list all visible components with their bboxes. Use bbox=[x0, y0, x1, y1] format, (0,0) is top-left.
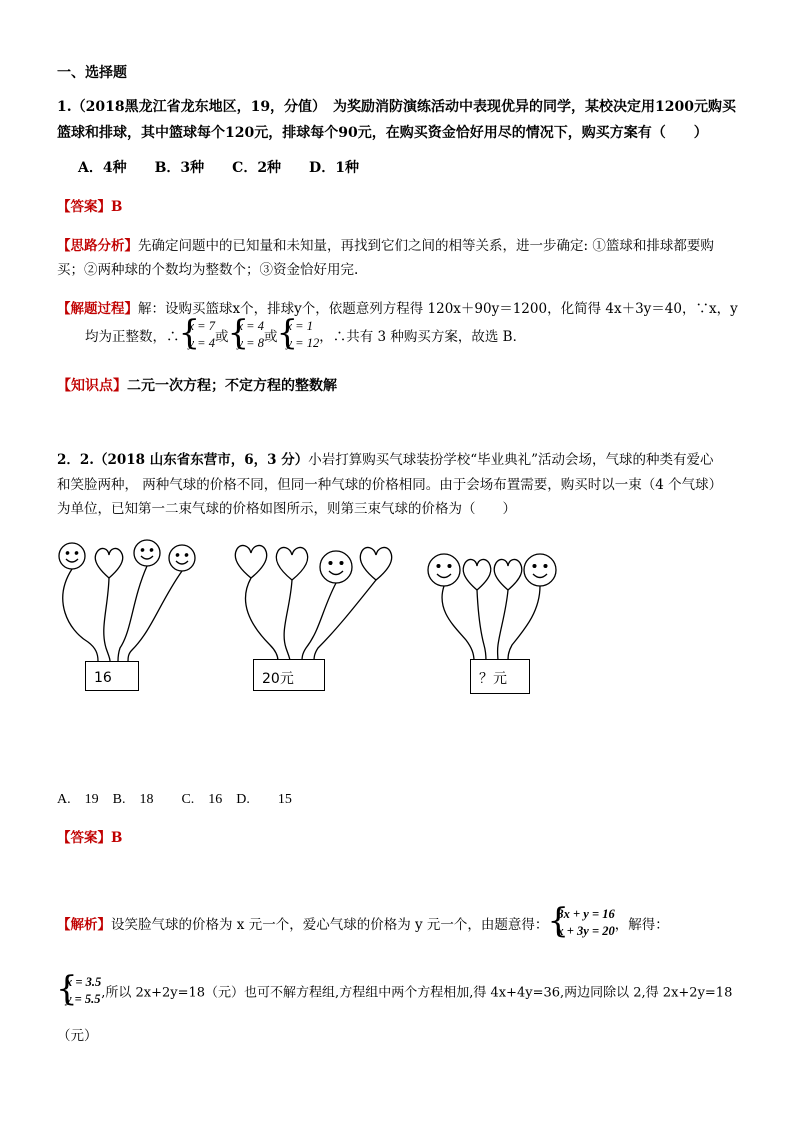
q2-stem-line2: 和笑脸两种， 两种气球的价格不同，但同一种气球的价格相同。由于会场布置需要，购买时以一束（4 个气球） bbox=[57, 477, 723, 493]
solution-system-1 bbox=[180, 318, 215, 352]
q1-stem-line2: 篮球和排球，其中篮球每个120元，排球每个90元，在购买资金恰好用尽的情况下，购买方案有（ ） bbox=[57, 125, 708, 141]
answer-label: 【答案】 bbox=[57, 199, 111, 215]
price-box-2 bbox=[253, 659, 325, 691]
smiley-balloon-icon bbox=[134, 540, 160, 566]
smiley-balloon-icon bbox=[320, 551, 352, 583]
sol3-y: y = 12 bbox=[286, 336, 320, 350]
knowledge-label: 【知识点】 bbox=[57, 378, 127, 394]
solution-system bbox=[57, 974, 101, 1008]
q2-stem-line1 bbox=[57, 448, 714, 468]
solution-system-3 bbox=[277, 318, 319, 352]
q1-analysis-line2: 买；②两种球的个数均为整数个；③资金恰好用完. bbox=[57, 262, 359, 278]
q1-knowledge bbox=[57, 375, 337, 395]
answer-value: B bbox=[111, 830, 123, 846]
equation-system bbox=[548, 906, 614, 940]
or-text: 或 bbox=[263, 329, 278, 345]
q2-stem-text: 小岩打算购买气球装扮学校“毕业典礼”活动会场，气球的种类有爱心 bbox=[308, 452, 714, 468]
answer-value: B bbox=[111, 199, 123, 215]
heart-balloon-icon bbox=[463, 559, 491, 590]
section-title: 一、选择题 bbox=[57, 65, 127, 81]
q1-process-line2 bbox=[85, 318, 526, 352]
q2-source: 2．2.（2018 山东省东营市，6，3 分） bbox=[57, 452, 309, 468]
process-label: 【解题过程】 bbox=[57, 301, 138, 317]
process-text-post: ，∴共有 3 种购买方案，故选 B． bbox=[319, 329, 527, 345]
heart-balloon-icon bbox=[95, 548, 123, 578]
price-1: 16 bbox=[94, 670, 112, 686]
q1-answer bbox=[57, 195, 122, 215]
heart-balloon-icon bbox=[494, 559, 522, 590]
analysis-text-post: ，解得： bbox=[614, 917, 669, 933]
heart-balloon-icon bbox=[235, 546, 267, 578]
smiley-balloon-icon bbox=[428, 554, 460, 586]
bunch-2 bbox=[235, 546, 392, 661]
solution-text: ,所以 2x+2y=18（元）也可不解方程组,方程组中两个方程相加,得 4x+4y=36,两边同除以 2,得 2x+2y=18 bbox=[101, 985, 733, 1001]
q1-analysis-line1 bbox=[57, 234, 714, 254]
answer-label: 【答案】 bbox=[57, 830, 111, 846]
analysis-text: 设笑脸气球的价格为 x 元一个，爱心气球的价格为 y 元一个，由题意得： bbox=[111, 917, 549, 933]
smiley-balloon-icon bbox=[524, 554, 556, 586]
sol2-x: { x = 4 bbox=[237, 319, 264, 333]
bunch-1 bbox=[59, 540, 195, 661]
smiley-balloon-icon bbox=[169, 545, 195, 571]
smiley-balloon-icon bbox=[59, 543, 85, 569]
q2-options: A. 19 B. 18 C. 16 D. 15 bbox=[57, 792, 292, 807]
price-3: ？元 bbox=[479, 671, 507, 687]
solution-y: y = 5.5 bbox=[66, 992, 101, 1006]
equation-1: { 3x + y = 16 bbox=[557, 907, 615, 921]
analysis-label: 【解析】 bbox=[57, 917, 111, 933]
q2-stem-line3: 为单位，已知第一二束气球的价格如图所示，则第三束气球的价格为（ ） bbox=[57, 501, 516, 517]
process-text-pre: 均为正整数，∴ bbox=[85, 329, 180, 345]
sol3-x: { x = 1 bbox=[286, 319, 313, 333]
sol1-x: { x = 7 bbox=[188, 319, 215, 333]
bunch-3 bbox=[428, 554, 556, 661]
solution-x: { x = 3.5 bbox=[66, 975, 102, 989]
price-2: 20元 bbox=[262, 671, 294, 687]
or-text: 或 bbox=[214, 329, 229, 345]
q1-process-line1 bbox=[57, 297, 738, 317]
sol2-y: y = 8 bbox=[237, 336, 264, 350]
q2-analysis-line1 bbox=[57, 906, 669, 940]
process-text: 解：设购买篮球x个，排球y个，依题意列方程得 120x＋90y＝1200，化简得 4x＋3y＝40，∵x，y bbox=[138, 301, 738, 317]
q1-stem-line1: 1.（2018黑龙江省龙东地区，19，分值） 为奖励消防演练活动中表现优异的同学，某校决定用1200元购买 bbox=[57, 99, 737, 115]
analysis-label: 【思路分析】 bbox=[57, 238, 138, 254]
analysis-text: 先确定问题中的已知量和未知量，再找到它们之间的相等关系，进一步确定: ①篮球和排球都要购 bbox=[138, 238, 714, 254]
price-box-1 bbox=[85, 661, 139, 691]
q1-options: A．4种 B．3种 C．2种 D．1种 bbox=[78, 160, 359, 176]
heart-balloon-icon bbox=[276, 548, 308, 580]
price-box-3 bbox=[470, 659, 530, 694]
q2-analysis-line3: （元） bbox=[57, 1028, 98, 1044]
equation-2: x + 3y = 20 bbox=[557, 924, 615, 938]
heart-balloon-icon bbox=[360, 548, 392, 580]
q2-answer bbox=[57, 826, 122, 846]
sol1-y: y = 4 bbox=[188, 336, 215, 350]
q2-analysis-line2 bbox=[57, 974, 732, 1008]
knowledge-text: 二元一次方程；不定方程的整数解 bbox=[127, 378, 337, 394]
solution-system-2 bbox=[228, 318, 263, 352]
